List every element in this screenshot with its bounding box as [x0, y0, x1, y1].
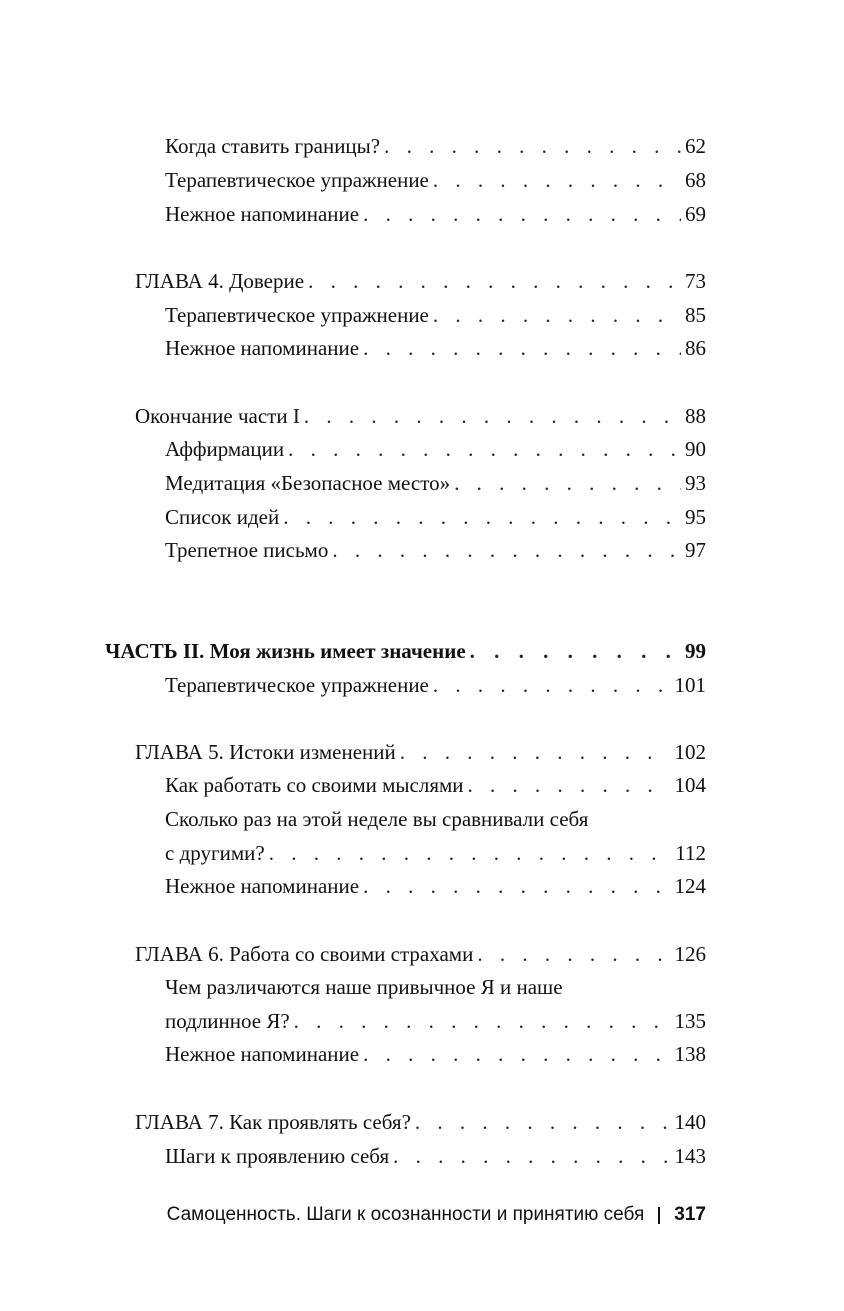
dot-leader	[454, 467, 681, 499]
toc-entry-title: Нежное напоминание	[165, 336, 360, 360]
toc-entry-page: 95	[685, 505, 706, 529]
toc-entry-title: Список идей	[165, 505, 280, 529]
toc-entry-title: Аффирмации	[165, 437, 285, 461]
toc-entry-title: Шаги к проявлению себя	[165, 1144, 390, 1168]
dot-leader	[393, 1140, 670, 1172]
toc-entry-title: Терапевтическое упражнение	[165, 303, 429, 327]
footer-book-title: Самоценность. Шаги к осознанности и принятию себя	[166, 1204, 645, 1225]
toc-chapter-entry	[135, 400, 706, 432]
dot-leader	[433, 669, 671, 701]
toc-entry-title: Когда ставить границы?	[165, 134, 381, 158]
toc-entry-page: 112	[675, 841, 706, 865]
toc-entry-page: 62	[685, 134, 706, 158]
toc-entry-title: ГЛАВА 7. Как проявлять себя?	[135, 1110, 411, 1134]
toc-part-entry	[105, 635, 706, 667]
toc-entry	[165, 164, 706, 196]
toc-entry-page: 138	[674, 1042, 706, 1066]
toc-entry	[165, 467, 706, 499]
toc-entry-page: 124	[674, 874, 706, 898]
dot-leader	[477, 938, 670, 970]
toc-entry-title: ЧАСТЬ II. Моя жизнь имеет значение	[105, 639, 466, 663]
toc-entry	[165, 1140, 706, 1172]
toc-entry-title-continued: Чем различаются наше привычное Я и наше	[165, 975, 563, 999]
toc-entry	[165, 299, 706, 331]
dot-leader	[363, 332, 681, 364]
toc-entry	[165, 130, 706, 162]
toc-entry-title: с другими?	[165, 841, 265, 865]
toc-entry	[165, 433, 706, 465]
dot-leader	[384, 130, 681, 162]
toc-chapter-entry	[135, 736, 706, 768]
toc-entry-title: подлинное Я?	[165, 1009, 290, 1033]
toc-entry	[165, 769, 706, 801]
dot-leader	[304, 400, 681, 432]
toc-entry-page: 126	[674, 942, 706, 966]
dot-leader	[332, 534, 681, 566]
toc-entry-page: 135	[674, 1009, 706, 1033]
toc-entry-title: Терапевтическое упражнение	[165, 673, 429, 697]
toc-chapter-entry	[135, 265, 706, 297]
dot-leader	[433, 299, 681, 331]
toc-entry	[165, 669, 706, 701]
toc-entry-page: 93	[685, 471, 706, 495]
footer-page-number: 317	[674, 1204, 706, 1225]
dot-leader	[433, 164, 681, 196]
toc-entry-page: 69	[685, 202, 706, 226]
dot-leader	[363, 870, 670, 902]
toc-entry	[165, 198, 706, 230]
toc-entry-title: ГЛАВА 6. Работа со своими страхами	[135, 942, 474, 966]
dot-leader	[294, 1005, 671, 1037]
toc-entry-title: Медитация «Безопасное место»	[165, 471, 451, 495]
dot-leader	[468, 769, 671, 801]
toc-entry-page: 140	[674, 1110, 706, 1134]
toc-entry-title: Нежное напоминание	[165, 874, 360, 898]
toc-entry-page: 73	[685, 269, 706, 293]
toc-entry	[165, 1005, 706, 1037]
toc-entry-page: 99	[685, 639, 706, 663]
toc-entry-page: 101	[674, 673, 706, 697]
dot-leader	[400, 736, 671, 768]
toc-entry	[165, 1038, 706, 1070]
dot-leader	[288, 433, 681, 465]
toc-entry-page: 88	[685, 404, 706, 428]
dot-leader	[308, 265, 681, 297]
toc-entry	[165, 837, 706, 869]
dot-leader	[283, 501, 681, 533]
page-footer	[167, 1198, 706, 1232]
toc-entry-page: 86	[685, 336, 706, 360]
toc-entry	[165, 870, 706, 902]
toc-chapter-entry	[135, 938, 706, 970]
footer-separator	[658, 1207, 660, 1224]
toc-chapter-entry	[135, 1106, 706, 1138]
toc-entry	[165, 332, 706, 364]
toc-entry-title: Окончание части I	[135, 404, 300, 428]
toc-entry-title: Терапевтическое упражнение	[165, 168, 429, 192]
dot-leader	[415, 1106, 671, 1138]
dot-leader	[470, 635, 681, 667]
toc-entry-page: 104	[674, 773, 706, 797]
toc-entry-page: 68	[685, 168, 706, 192]
dot-leader	[363, 1038, 670, 1070]
toc-entry-title: Нежное напоминание	[165, 1042, 360, 1066]
dot-leader	[363, 198, 681, 230]
toc-entry-page: 143	[674, 1144, 706, 1168]
toc-entry	[165, 534, 706, 566]
toc-entry-title: Трепетное письмо	[165, 538, 329, 562]
toc-entry-page: 102	[674, 740, 706, 764]
toc-entry	[165, 501, 706, 533]
toc-entry-title: Как работать со своими мыслями	[165, 773, 464, 797]
dot-leader	[269, 837, 672, 869]
toc-entry-page: 97	[685, 538, 706, 562]
toc-entry-title: ГЛАВА 5. Истоки изменений	[135, 740, 396, 764]
toc-entry-title: Нежное напоминание	[165, 202, 360, 226]
toc-entry-title-continued: Сколько раз на этой неделе вы сравнивали себя	[165, 807, 589, 831]
toc-entry-page: 90	[685, 437, 706, 461]
toc-entry-title: ГЛАВА 4. Доверие	[135, 269, 305, 293]
toc-entry-page: 85	[685, 303, 706, 327]
